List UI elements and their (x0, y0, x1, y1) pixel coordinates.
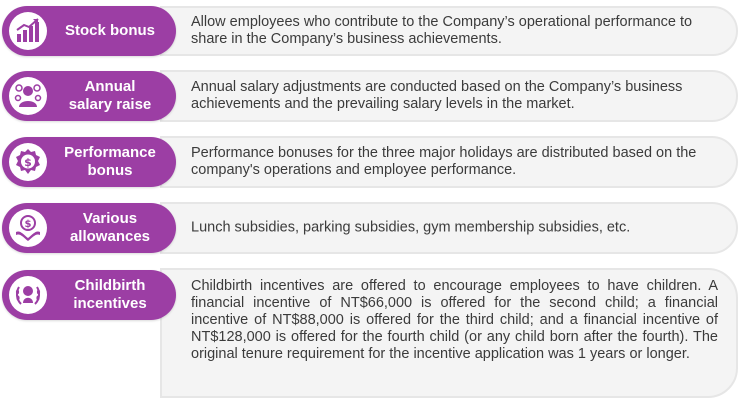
benefit-description-panel (160, 70, 738, 122)
benefit-title-pill (2, 6, 176, 56)
benefit-row-various-allowances (0, 202, 742, 254)
benefit-title: Stock bonus (64, 22, 155, 39)
dollar-badge-icon (9, 143, 47, 181)
benefit-title: Annual salary raise (68, 78, 152, 113)
benefit-title-pill (2, 71, 176, 121)
employee-money-icon (9, 77, 47, 115)
benefit-description: Performance bonuses for the three major holidays are distributed based on the company's operations and employee performance. (191, 145, 697, 178)
benefit-row-stock-bonus (0, 6, 742, 56)
benefit-title: Performance bonus (64, 144, 156, 179)
baby-laurel-icon (9, 276, 47, 314)
money-hand-icon (9, 209, 47, 247)
benefit-description-panel (160, 202, 738, 254)
benefit-description-panel (160, 6, 738, 56)
benefit-title: Various allowances (69, 210, 151, 245)
benefit-row-performance-bonus (0, 136, 742, 188)
benefit-title: Childbirth incentives (73, 277, 147, 312)
benefit-title-pill (2, 203, 176, 253)
benefit-description-panel (160, 136, 738, 188)
benefit-title-pill (2, 137, 176, 187)
benefit-description: Lunch subsidies, parking subsidies, gym membership subsidies, etc. (191, 219, 631, 236)
stock-chart-icon (9, 12, 47, 50)
benefit-row-annual-salary-raise (0, 70, 742, 122)
svg-text:$: $ (24, 219, 32, 230)
benefit-description: Childbirth incentives are offered to encourage employees to have children. A financial incentive of NT$66,000 is offered for the second child; a financial incentive of NT$88,000 is offered for the third child; and a financial incentive of NT$128,000 is offered for the fourth child (or any child born after the fourth). The original tenure requirement for the incentive application was 1 years or longer. (191, 278, 718, 362)
benefit-description: Annual salary adjustments are conducted based on the Company’s business achievements and the prevailing salary levels in the market. (191, 79, 683, 112)
benefit-row-childbirth-incentives (0, 268, 742, 398)
benefit-description: Allow employees who contribute to the Company’s operational performance to share in the Company’s business achievements. (191, 14, 693, 47)
svg-text:$: $ (24, 156, 32, 169)
benefit-title-pill (2, 270, 176, 320)
benefit-description-panel (160, 268, 738, 398)
